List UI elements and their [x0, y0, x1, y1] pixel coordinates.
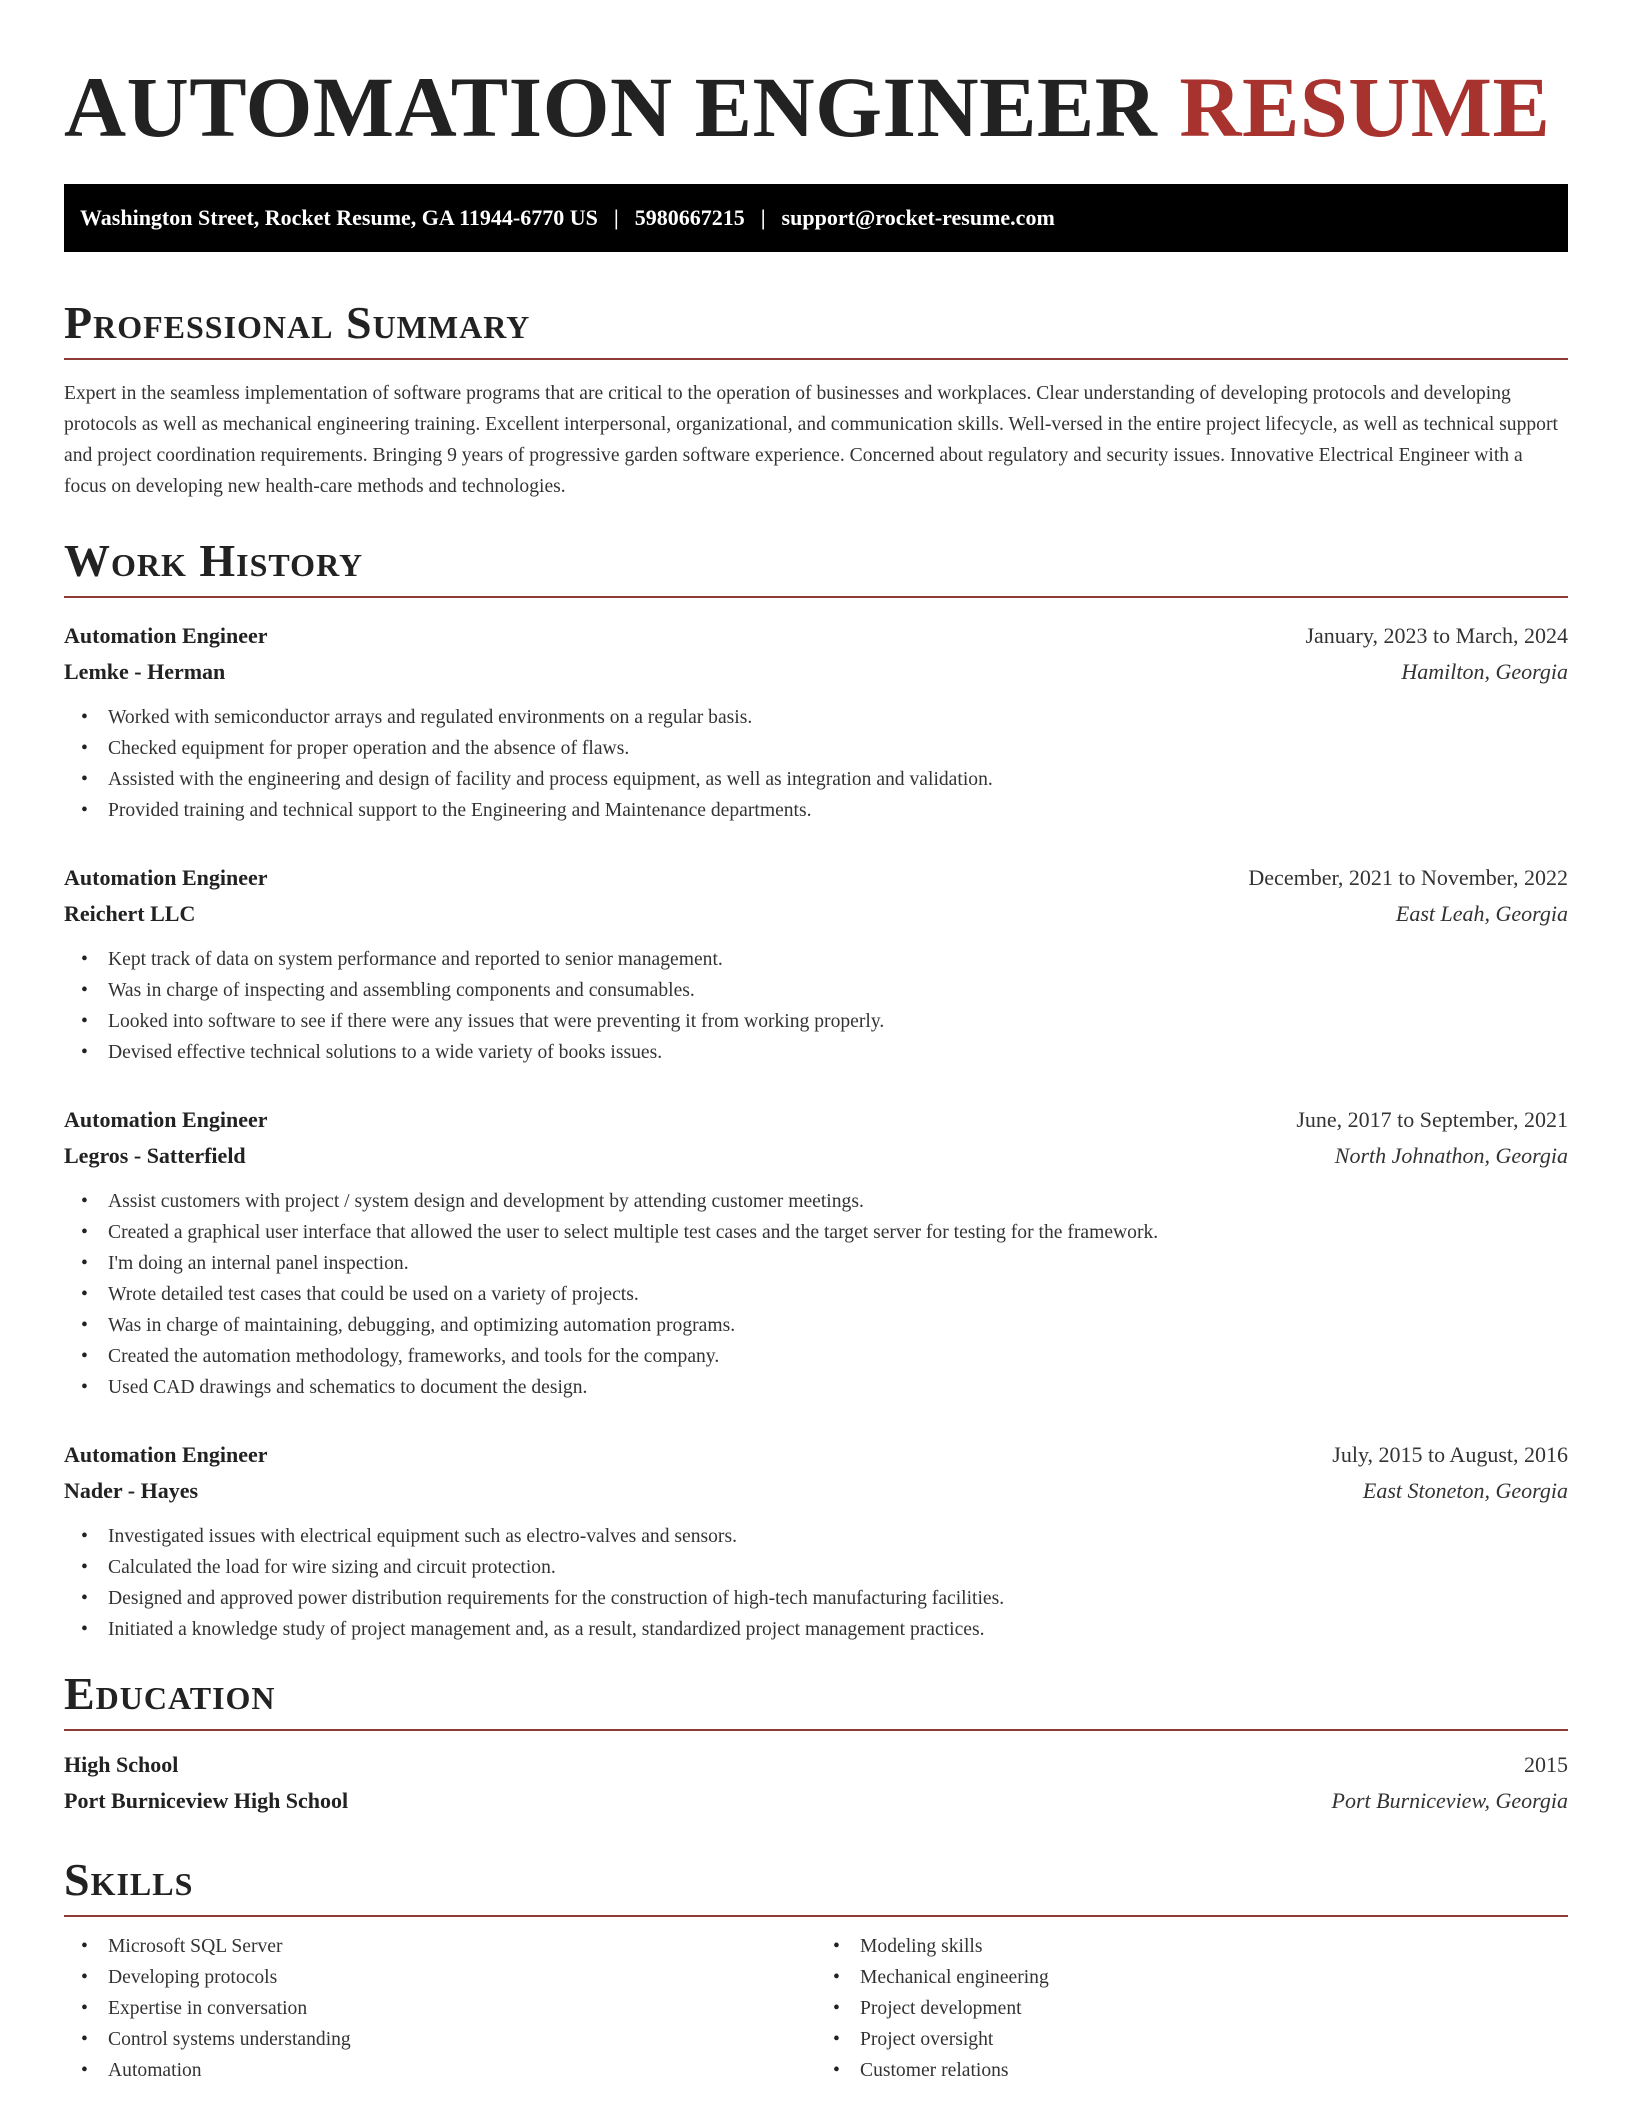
list-item: • Assist customers with project / system design and development by attending customer meetings. [64, 1186, 1568, 1217]
skills-column-left [64, 1931, 816, 2086]
job-dates: July, 2015 to August, 2016 [1332, 1442, 1568, 1467]
education-school: Port Burniceview High School [64, 1788, 349, 1813]
skill-item: • Automation [64, 2055, 816, 2086]
job-bullets [64, 944, 1568, 1068]
list-item: • Worked with semiconductor arrays and regulated environments on a regular basis. [64, 702, 1568, 733]
job-entry [64, 860, 1568, 1068]
job-entry [64, 618, 1568, 826]
job-dates: June, 2017 to September, 2021 [1296, 1107, 1568, 1132]
contact-address: Washington Street, Rocket Resume, GA 11944-6770 US [80, 205, 598, 230]
job-bullets [64, 1521, 1568, 1645]
list-item: • Designed and approved power distribution requirements for the construction of high-tech manufacturing facilities. [64, 1583, 1568, 1614]
section-divider [64, 1729, 1568, 1731]
contact-email: support@rocket-resume.com [781, 205, 1055, 230]
work-history-section [64, 535, 1568, 1645]
job-company: Nader - Hayes [64, 1478, 199, 1503]
title-accent: RESUME [1179, 59, 1551, 155]
resume-title [64, 59, 1568, 155]
job-dates: December, 2021 to November, 2022 [1248, 865, 1568, 890]
section-heading-work: Work History [64, 535, 364, 586]
list-item: • Used CAD drawings and schematics to document the design. [64, 1372, 1568, 1403]
list-item: • Kept track of data on system performance and reported to senior management. [64, 944, 1568, 975]
summary-section [64, 297, 1568, 502]
contact-separator: | [760, 205, 766, 230]
list-item: • Initiated a knowledge study of project management and, as a result, standardized project management practices. [64, 1614, 1568, 1645]
skills-section [64, 1854, 1568, 2086]
section-divider [64, 596, 1568, 598]
skill-item: • Expertise in conversation [64, 1993, 816, 2024]
job-bullets [64, 1186, 1568, 1403]
job-company: Legros - Satterfield [64, 1143, 246, 1168]
skill-item: • Customer relations [816, 2055, 1568, 2086]
education-section [64, 1668, 1568, 1819]
job-title: Automation Engineer [64, 623, 268, 648]
job-company: Lemke - Herman [64, 659, 226, 684]
job-entry [64, 1437, 1568, 1645]
job-location: Hamilton, Georgia [1401, 659, 1568, 684]
title-main: AUTOMATION ENGINEER [64, 59, 1158, 155]
list-item: • Calculated the load for wire sizing and circuit protection. [64, 1552, 1568, 1583]
list-item: • Looked into software to see if there were any issues that were preventing it from working properly. [64, 1006, 1568, 1037]
section-divider [64, 1915, 1568, 1917]
section-heading-skills: Skills [64, 1854, 194, 1905]
list-item: • Was in charge of inspecting and assembling components and consumables. [64, 975, 1568, 1006]
list-item: • Wrote detailed test cases that could be used on a variety of projects. [64, 1279, 1568, 1310]
skill-item: • Modeling skills [816, 1931, 1568, 1962]
section-divider [64, 358, 1568, 360]
contact-bar [64, 184, 1568, 252]
job-location: East Leah, Georgia [1395, 901, 1568, 926]
job-title: Automation Engineer [64, 1442, 268, 1467]
skill-item: • Developing protocols [64, 1962, 816, 1993]
list-item: • Investigated issues with electrical equipment such as electro-valves and sensors. [64, 1521, 1568, 1552]
education-degree: High School [64, 1752, 179, 1777]
summary-text: Expert in the seamless implementation of software programs that are critical to the operation of businesses and workplaces. Clear understanding of developing protocols and developing protocols as well as mechanical engineering training. Excellent interpersonal, organizational, and communication skills. Well-versed in the entire project lifecycle, as well as technical support and project coordination requirements. Bringing 9 years of progressive garden software experience. Concerned about regulatory and security issues. Innovative Electrical Engineer with a focus on developing new health-care methods and technologies. [64, 383, 1558, 497]
skill-item: • Project oversight [816, 2024, 1568, 2055]
job-entry [64, 1102, 1568, 1403]
education-year: 2015 [1524, 1752, 1568, 1777]
skills-grid [64, 1931, 1568, 2086]
list-item: • Devised effective technical solutions to a wide variety of books issues. [64, 1037, 1568, 1068]
list-item: • Provided training and technical support to the Engineering and Maintenance departments. [64, 795, 1568, 826]
list-item: • Created the automation methodology, frameworks, and tools for the company. [64, 1341, 1568, 1372]
contact-separator: | [613, 205, 619, 230]
job-title: Automation Engineer [64, 865, 268, 890]
list-item: • Created a graphical user interface that allowed the user to select multiple test cases and the target server for testing for the framework. [64, 1217, 1568, 1248]
education-entry [64, 1747, 1568, 1819]
skill-item: • Mechanical engineering [816, 1962, 1568, 1993]
job-title: Automation Engineer [64, 1107, 268, 1132]
job-bullets [64, 702, 1568, 826]
list-item: • Assisted with the engineering and design of facility and process equipment, as well as integration and validation. [64, 764, 1568, 795]
section-heading-education: Education [64, 1668, 276, 1719]
job-location: North Johnathon, Georgia [1334, 1143, 1568, 1168]
skill-item: • Control systems understanding [64, 2024, 816, 2055]
list-item: • I'm doing an internal panel inspection. [64, 1248, 1568, 1279]
skill-item: • Project development [816, 1993, 1568, 2024]
skill-item: • Microsoft SQL Server [64, 1931, 816, 1962]
list-item: • Was in charge of maintaining, debugging, and optimizing automation programs. [64, 1310, 1568, 1341]
job-company: Reichert LLC [64, 901, 196, 926]
job-location: East Stoneton, Georgia [1362, 1478, 1568, 1503]
section-heading-summary: Professional Summary [64, 297, 531, 348]
contact-phone: 5980667215 [634, 205, 745, 230]
list-item: • Checked equipment for proper operation and the absence of flaws. [64, 733, 1568, 764]
job-dates: January, 2023 to March, 2024 [1305, 623, 1568, 648]
skills-column-right [816, 1931, 1568, 2086]
education-location: Port Burniceview, Georgia [1331, 1788, 1568, 1813]
